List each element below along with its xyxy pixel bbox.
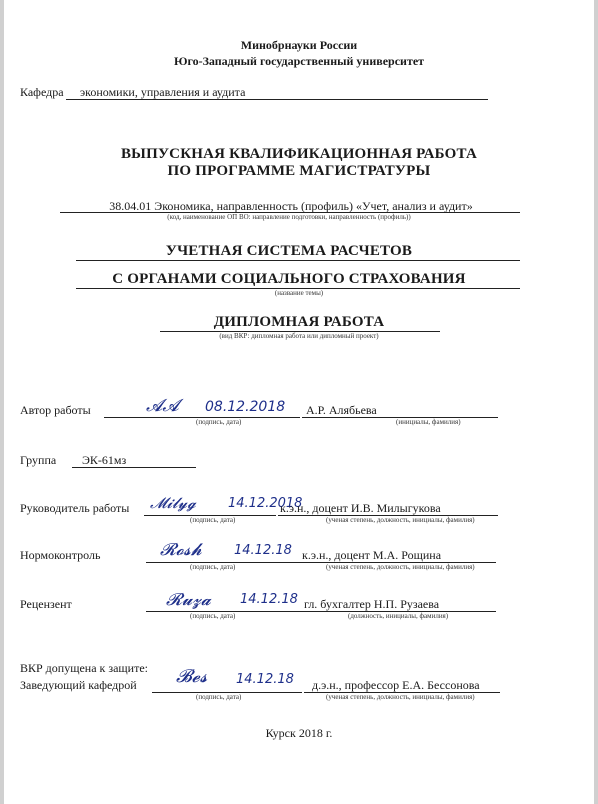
admission-signature-mark: 𝓑𝓮𝓼	[176, 666, 208, 687]
normcontrol-name: к.э.н., доцент М.А. Рощина	[302, 548, 442, 562]
supervisor-sign-caption: (подпись, дата)	[190, 516, 236, 524]
reviewer-name: гл. бухгалтер Н.П. Рузаева	[304, 597, 440, 611]
reviewer-name-caption: (должность, инициалы, фамилия)	[348, 612, 449, 620]
program-value: 38.04.01 Экономика, направленность (профиль) «Учет, анализ и аудит»	[109, 199, 473, 213]
university-name: Юго-Западный государственный университет	[173, 54, 425, 68]
group-value: ЭК-61мз	[82, 453, 127, 467]
city-year: Курск 2018 г.	[265, 726, 333, 740]
head-of-department-name: д.э.н., профессор Е.А. Бессонова	[312, 678, 480, 692]
normcontrol-label: Нормоконтроль	[20, 548, 101, 562]
reviewer-signature-mark: 𝓡𝓾𝔃𝓪	[166, 590, 211, 610]
reviewer-label: Рецензент	[20, 597, 72, 611]
admission-sign-date: 14.12.18	[236, 672, 294, 687]
department-value: экономики, управления и аудита	[80, 85, 246, 99]
scan-edge-left	[0, 0, 4, 804]
topic-line2: С ОРГАНАМИ СОЦИАЛЬНОГО СТРАХОВАНИЯ	[112, 271, 466, 287]
vkr-kind-value: ДИПЛОМНАЯ РАБОТА	[213, 314, 385, 330]
normcontrol-name-caption: (ученая степень, должность, инициалы, фамилия)	[326, 563, 475, 571]
department-label: Кафедра	[20, 85, 64, 99]
supervisor-signature-mark: 𝓜𝓲𝓵𝔂𝓰	[150, 494, 197, 512]
author-name-caption: (инициалы, фамилия)	[396, 418, 461, 426]
scan-edge-right	[594, 0, 598, 804]
topic-line1: УЧЕТНАЯ СИСТЕМА РАСЧЕТОВ	[165, 243, 413, 259]
group-label: Группа	[20, 453, 57, 467]
author-label: Автор работы	[20, 403, 91, 417]
topic-underline-1	[76, 260, 520, 261]
supervisor-name-caption: (ученая степень, должность, инициалы, фамилия)	[326, 516, 475, 524]
author-sign-date: 08.12.2018	[205, 399, 286, 415]
author-sign-caption: (подпись, дата)	[196, 418, 242, 426]
supervisor-sign-date: 14.12.2018	[228, 496, 303, 511]
topic-caption: (название темы)	[274, 289, 324, 297]
admission-name-caption: (ученая степень, должность, инициалы, фамилия)	[326, 693, 475, 701]
group-underline	[72, 467, 196, 468]
ministry-name: Минобрнауки России	[240, 38, 358, 52]
author-name: А.Р. Алябьева	[306, 403, 377, 417]
work-type-line1: ВЫПУСКНАЯ КВАЛИФИКАЦИОННАЯ РАБОТА	[120, 146, 478, 162]
supervisor-name: к.э.н., доцент И.В. Милыгукова	[280, 501, 441, 515]
normcontrol-sign-caption: (подпись, дата)	[190, 563, 236, 571]
supervisor-label: Руководитель работы	[20, 501, 130, 515]
reviewer-sign-caption: (подпись, дата)	[190, 612, 236, 620]
normcontrol-sign-date: 14.12.18	[234, 543, 292, 558]
reviewer-sign-date: 14.12.18	[240, 592, 298, 607]
admission-label: ВКР допущена к защите:	[20, 661, 148, 675]
author-signature-mark: 𝓐𝓐	[146, 396, 179, 416]
head-of-department-label: Заведующий кафедрой	[20, 678, 137, 692]
vkr-kind-caption: (вид ВКР: дипломная работа или дипломный проект)	[219, 332, 379, 340]
work-type-line2: ПО ПРОГРАММЕ МАГИСТРАТУРЫ	[167, 163, 431, 179]
normcontrol-signature-mark: 𝓡𝓸𝓼𝓱	[160, 540, 202, 560]
department-underline	[66, 99, 488, 100]
program-caption: (код, наименование ОП ВО: направление подготовки, направленность (профиль))	[167, 213, 411, 221]
admission-sign-caption: (подпись, дата)	[196, 693, 242, 701]
